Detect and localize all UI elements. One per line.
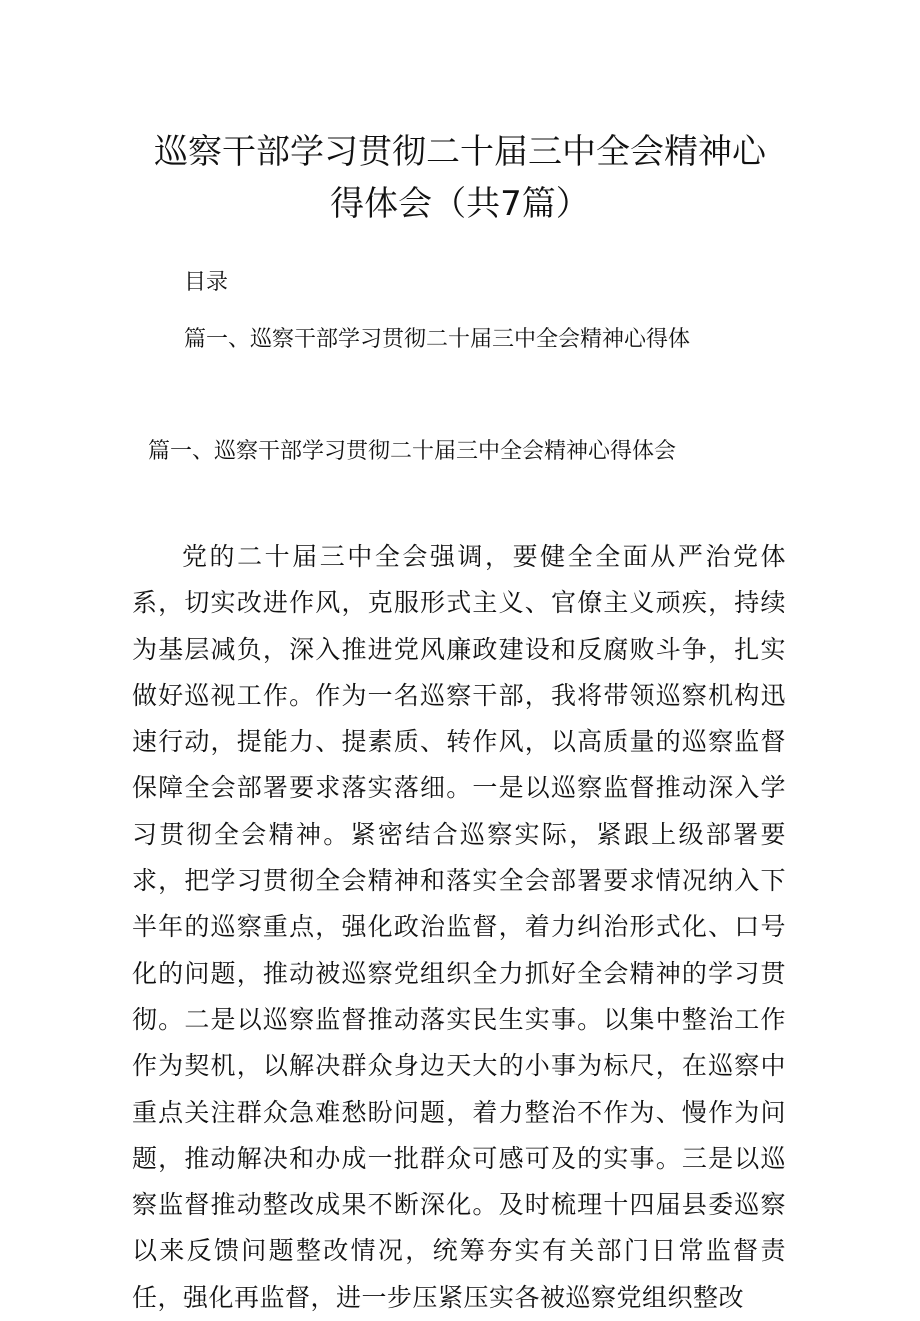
document-title-line-2: 得体会（共7篇）	[330, 184, 590, 224]
section-heading: 篇一、巡察干部学习贯彻二十届三中全会精神心得体会	[148, 439, 677, 464]
body-paragraph: 党的二十届三中全会强调，要健全全面从严治党体系，切实改进作风，克服形式主义、官僚主义顽疾，持续为基层减负，深入推进党风廉政建设和反腐败斗争，扎实做好巡视工作。作为一名巡察干部，我将带领巡察机构迅速行动，提能力、提素质、转作风，以高质量的巡察监督保障全会部署要求落实落细。一是以巡察监督推动深入学习贯彻全会精神。紧密结合巡察实际，紧跟上级部署要求，把学习贯彻全会精神和落实全会部署要求情况纳入下半年的巡察重点，强化政治监督，着力纠治形式化、口号化的问题，推动被巡察党组织全力抓好全会精神的学习贯彻。二是以巡察监督推动落实民生实事。以集中整治工作作为契机，以解决群众身边天大的小事为标尺，在巡察中重点关注群众急难愁盼问题，着力整治不作为、慢作为问题，推动解决和办成一批群众可感可及的实事。三是以巡察监督推动整改成果不断深化。及时梳理十四届县委巡察以来反馈问题整改情况，统筹夯实有关部门日常监督责任，强化再监督，进一步压紧压实各被巡察党组织整改	[132, 542, 786, 1312]
document-title-line-1: 巡察干部学习贯彻二十届三中全会精神心	[154, 132, 766, 172]
toc-item: 篇一、巡察干部学习贯彻二十届三中全会精神心得体	[184, 327, 691, 352]
toc-label: 目录	[184, 270, 229, 295]
